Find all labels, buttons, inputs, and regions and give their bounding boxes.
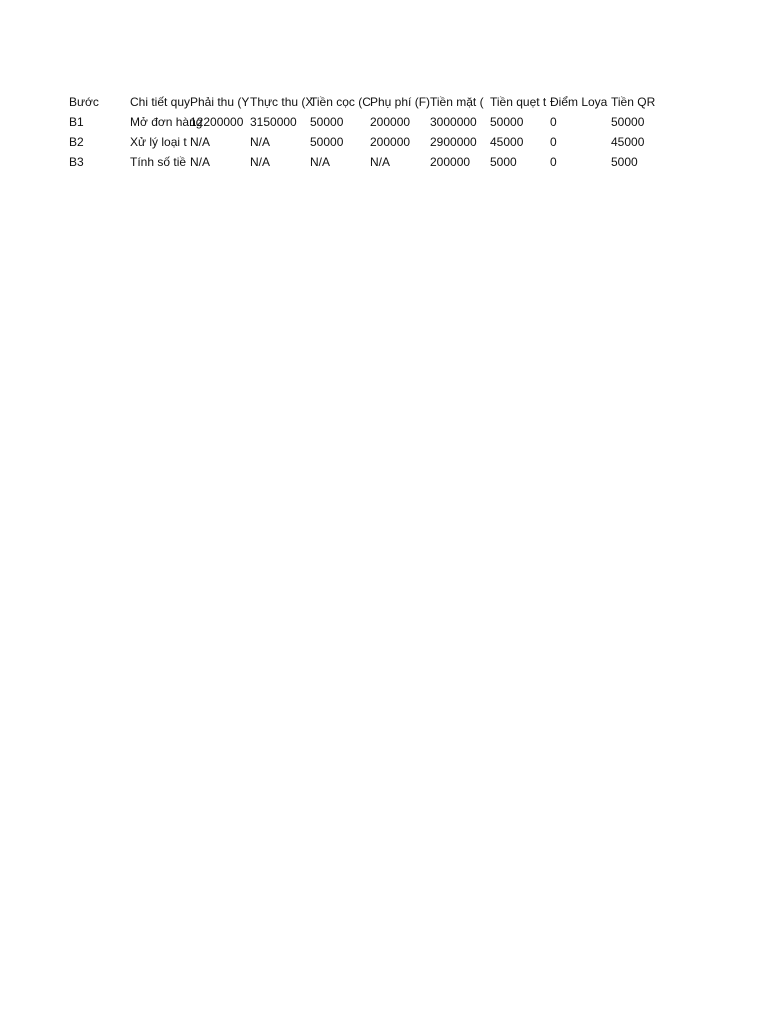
table-cell[interactable]: 200000 [370, 135, 411, 149]
table-cell[interactable]: 45000 [611, 135, 645, 149]
table-cell[interactable]: 45000 [490, 135, 524, 149]
table-cell[interactable]: 5000 [490, 155, 517, 169]
table-cell[interactable]: 0 [550, 135, 557, 149]
table-cell[interactable]: N/A [310, 155, 331, 169]
table-cell[interactable]: 200000 [370, 115, 411, 129]
table-cell[interactable]: B3 [69, 155, 84, 169]
header-cell[interactable]: Tiền quẹt t [490, 95, 547, 109]
table-cell[interactable]: 12200000 [190, 115, 244, 129]
header-cell[interactable]: Tiền QR [611, 95, 656, 109]
table-cell[interactable]: B1 [69, 115, 84, 129]
header-row [68, 93, 670, 113]
table-cell[interactable]: N/A [250, 135, 271, 149]
table-row [68, 113, 670, 133]
table-cell[interactable]: 50000 [490, 115, 524, 129]
table-cell[interactable]: Mở đơn hàng [130, 115, 203, 129]
header-cell[interactable]: Tiền cọc (C [310, 95, 371, 109]
header-cell[interactable]: Điểm Loya [550, 95, 608, 109]
header-cell[interactable]: Bước [69, 95, 99, 109]
table-cell[interactable]: 3000000 [430, 115, 477, 129]
table-cell[interactable]: Xử lý loại t [130, 135, 187, 149]
table-cell[interactable]: N/A [190, 155, 211, 169]
table-cell[interactable]: Tính số tiề [130, 155, 187, 169]
table-cell[interactable]: 3150000 [250, 115, 297, 129]
table-cell[interactable]: B2 [69, 135, 84, 149]
table-cell[interactable]: N/A [190, 135, 211, 149]
table-row [68, 153, 670, 173]
header-cell[interactable]: Chi tiết quy [130, 95, 191, 109]
table-row [68, 133, 670, 153]
table-cell[interactable]: 5000 [611, 155, 638, 169]
table-cell[interactable]: 0 [550, 115, 557, 129]
spreadsheet-table [68, 93, 670, 173]
table-cell[interactable]: 2900000 [430, 135, 477, 149]
table-cell[interactable]: 50000 [310, 135, 344, 149]
table-cell[interactable]: 50000 [310, 115, 344, 129]
header-cell[interactable]: Thực thu (X [250, 95, 314, 109]
table-cell[interactable]: 200000 [430, 155, 471, 169]
table-cell[interactable]: N/A [370, 155, 391, 169]
header-cell[interactable]: Tiền mặt ( [430, 95, 484, 109]
table-cell[interactable]: 50000 [611, 115, 645, 129]
header-cell[interactable]: Phải thu (Y [190, 95, 250, 109]
table-cell[interactable]: 0 [550, 155, 557, 169]
header-cell[interactable]: Phụ phí (F) [370, 95, 431, 109]
table-cell[interactable]: N/A [250, 155, 271, 169]
